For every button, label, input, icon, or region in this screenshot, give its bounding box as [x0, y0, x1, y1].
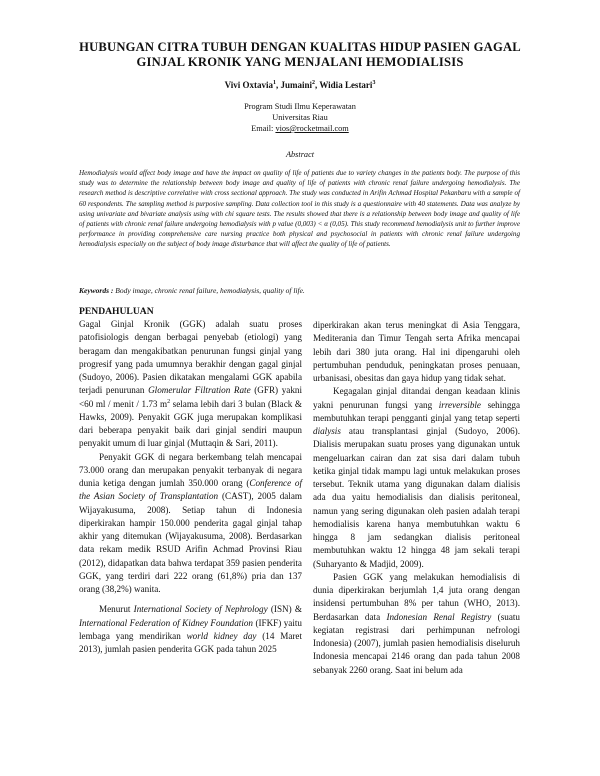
affiliation-university: Universitas Riau	[272, 113, 328, 122]
paragraph	[313, 385, 520, 571]
paragraph: diperkirakan akan terus meningkat di Asia Tenggara, Mediterania dan Timur Tengah serta Afrika mencapai lebih dari 380 juta orang. Hal ini dipengaruhi oleh pertumbuhan penduduk, peningkatan proses penuaan, urbanisasi, obesitas dan gaya hidup yang tidak sehat.	[313, 320, 520, 383]
text-run: (suatu kegiatan registrasi dari perhimpunan nefrologi Indonesia) (2007), jumlah pasien hemodialisis diseluruh Indonesia mencapai 2146 orang dan pada tahun 2008 sebanyak 2260 orang. Saat ini belum ada	[313, 611, 520, 675]
author-index: 1	[272, 80, 276, 86]
affiliation-block	[150, 101, 450, 134]
body-column-right	[313, 319, 520, 677]
term-isn: International Society of Nephrology	[133, 604, 268, 615]
term-cast: Conference of the Asian Society of Transplantation	[79, 478, 303, 502]
paragraph	[79, 451, 302, 597]
superscript: 2	[167, 398, 171, 405]
author-name: Vivi Oxtavia	[224, 80, 273, 90]
text-run: sehingga membutuhkan terapi pengganti ginjal yang tetap seperti	[313, 399, 521, 423]
text-run: (CAST), 2005 dalam Wijayakusuma, 2008). Setiap tahun di Indonesia diperkirakan hampir 150.000 penderita gagal ginjal tahap akhir yang ditemukan (Wijayakusuma, 2008). Berdasarkan data rekam medik RSUD Arifin Achmad Provinsi Riau (2012), didapatkan data bahwa terdapat 359 pasien penderita GGK, yang terdiri dari 222 orang (61,8%) pria dan 137 orang (38,2%) wanita.	[79, 491, 302, 594]
abstract-heading: Abstract	[285, 150, 315, 159]
paper-title: HUBUNGAN CITRA TUBUH DENGAN KUALITAS HIDUP PASIEN GAGAL GINJAL KRONIK YANG MENJALANI HEMODIALISIS	[79, 40, 521, 69]
affiliation-program: Program Studi Ilmu Keperawatan	[244, 102, 356, 111]
term-ifkf: International Federation of Kidney Foundation	[79, 617, 253, 628]
text-run: Gagal Ginjal Kronik (GGK) adalah suatu proses patofisiologis dengan berbagai penyebab (etiologi) yang beragam dan mengakibatkan penurunan fungsi ginjal yang progresif yang pada umumnya berakhir dengan gagal ginjal (Sudoyo, 2006). Pasien dikatakan mengalami GGK apabila terjadi penurunan	[79, 319, 302, 396]
text-run: (IFKF) yaitu lembaga yang mendirikan	[79, 617, 302, 641]
text-run: Pasien GGK yang melakukan hemodialisis di dunia diperkirakan berjumlah 1,4 juta orang dengan insidensi pertumbuhan 8% per tahun (WHO, 2013). Berdasarkan data	[313, 571, 520, 622]
paragraph	[79, 603, 302, 656]
term-dialysis: dialysis	[313, 426, 341, 436]
author-separator: ,	[275, 80, 281, 90]
author-list	[100, 80, 500, 90]
email-link[interactable]: vios@rocketmail.com	[275, 124, 349, 133]
text-run: Menurut	[99, 604, 134, 615]
affiliation-email-line	[150, 123, 450, 134]
paragraph	[79, 318, 302, 451]
term-world-kidney-day: world kidney day	[186, 630, 257, 641]
paragraph	[313, 571, 520, 677]
author-index: 2	[312, 80, 315, 86]
text-run: Penyakit GGK di negara berkembang telah mencapai 73.000 orang dan merupakan penyakit terbanyak di negara dunia ketiga dengan jumlah 350.000 orang (	[79, 451, 302, 488]
text-run: selama lebih dari 3 bulan (Black & Hawks, 2009). Penyakit GGK juga merupakan komplikasi dari beberapa penyakit baik dari ginjal sendiri maupun penyakit umum di luar ginjal (Muttaqin & Sari, 2011).	[79, 398, 302, 449]
text-run: atau transplantasi ginjal (Sudoyo, 2006). Dialisis merupakan suatu proses yang digunakan untuk mengeluarkan cairan dan zat sisa dari dalam tubuh ketika ginjal tidak mampu lagi untuk melakukan proses tersebut. Teknik utama yang digunakan dalam dialisis ada dua yaitu hemodialisis dan dialisis peritoneal, namun yang sering digunakan oleh pasien adalah terapi hemodialisis karena hanya membutuhkan waktu 6 hingga 8 jam sedangkan dialisis peritoneal membutuhkan waktu 12 hingga 48 jam sekali terapi (Suharyanto & Madjid, 2009).	[313, 426, 520, 569]
term-gfr: Glomerular Filtration Rate	[148, 385, 251, 396]
text-run: Kegagalan ginjal ditandai dengan keadaan klinis yakni penurunan fungsi yang	[313, 386, 520, 410]
author-separator: ,	[315, 80, 320, 90]
email-label: Email:	[251, 124, 276, 133]
text-run: (GFR) yakni <60 ml / menit / 1.73 m	[79, 385, 302, 409]
author-name: Widia Lestari	[319, 80, 373, 90]
abstract-text: Hemodialysis would affect body image and have the impact on quality of life of patients due to variety changes in the patients body. The purpose of this study was to determine the relationship between body image and quality of life of patients with chronic renal failure undergoing hemodialysis. The research method is descriptive correlative with cross sectional approach. The study was conducted in Arifin Achmad Hospital Pekanbaru with a sample of 60 respondents. The sampling method is purposive sampling. Data collection tool in this study is a questionnaire with 40 statements. Data was analyze by using univariate and bivariate analysis using with chi square tests. The results showed that there is a relationship between body image and quality of life of patients with chronic renal failure undergoing hemodialysis with p value (0,003) < α (0,05). This study recommend hemodialysis unit to further improve performance in providing comprehensive care nursing practice both physical and psychosocial in patients with chronic renal failure undergoing hemodialysis especially on the subject of body image disturbance that will affect the quality of life of patients.	[79, 169, 520, 249]
keywords-text: Body image, chronic renal failure, hemodialysis, quality of life.	[115, 286, 305, 295]
keywords-label: Keywords :	[79, 286, 116, 295]
keywords-line	[79, 286, 520, 295]
author-name: Jumaini	[280, 80, 312, 90]
text-run: (ISN) &	[267, 604, 302, 615]
body-column-left	[79, 305, 302, 656]
term-irreversible: irreversible	[438, 399, 481, 410]
term-renal-registry: Indonesian Renal Registry	[386, 611, 492, 622]
section-heading: PENDAHULUAN	[79, 306, 154, 317]
text-run: (14 Maret 2013), jumlah pasien penderita GGK pada tahun 2025	[79, 630, 303, 654]
author-index: 3	[372, 80, 376, 86]
